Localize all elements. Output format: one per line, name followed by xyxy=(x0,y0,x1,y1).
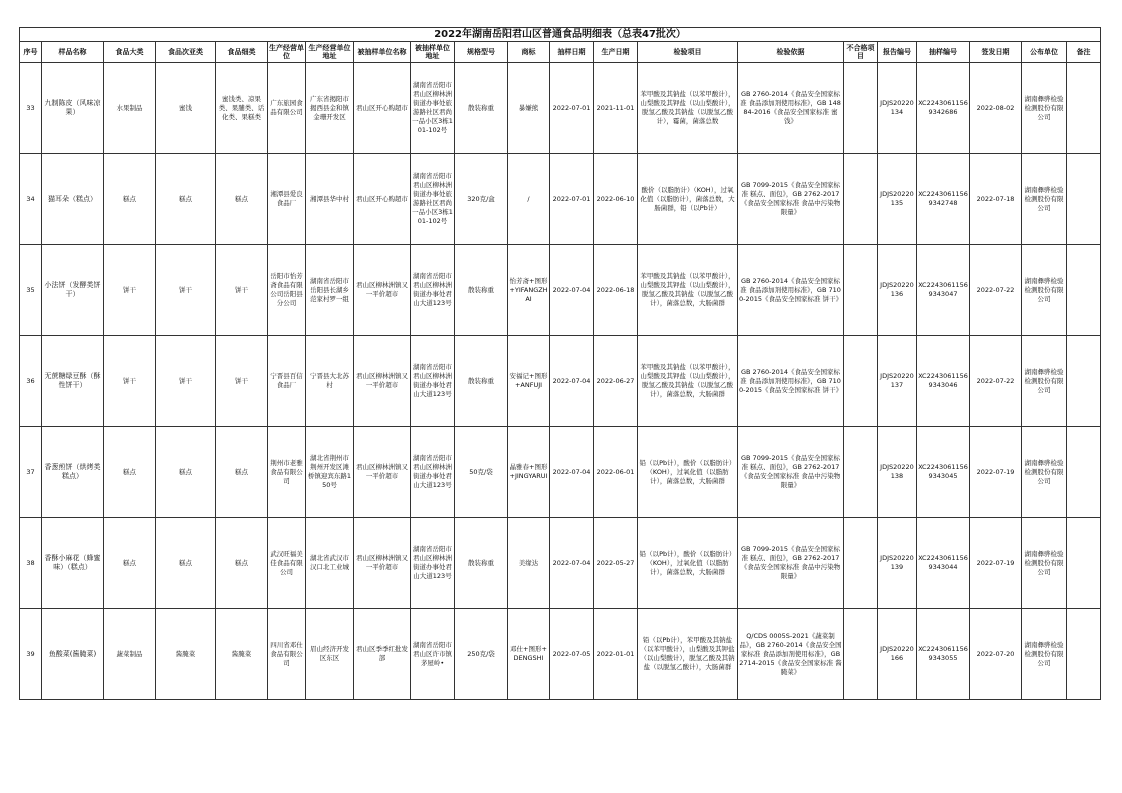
table-row xyxy=(20,427,1101,518)
table-cell: 苯甲酸及其钠盐（以苯甲酸计），山梨酸及其钾盐（以山梨酸计），脱氢乙酸及其钠盐（以脱氢乙酸计），霉菌，菌落总数 xyxy=(638,63,738,154)
table-cell: 2022-07-19 xyxy=(970,427,1022,518)
table-cell: 湖南省岳阳市君山区柳林洲街道办事处君山大道123号 xyxy=(411,427,455,518)
table-cell: 眉山经济开发区东区 xyxy=(306,609,354,700)
table-cell: 散装称重 xyxy=(455,518,508,609)
column-header: 生产经营单位地址 xyxy=(306,42,354,63)
table-cell: 2022-07-20 xyxy=(970,609,1022,700)
table-cell: 38 xyxy=(20,518,42,609)
table-cell: 酱腌菜 xyxy=(156,609,216,700)
table-cell: 九制陈皮（风味凉果） xyxy=(42,63,104,154)
table-cell: 湖南彝骅检验检测股份有限公司 xyxy=(1022,336,1067,427)
column-header: 商标 xyxy=(508,42,550,63)
table-cell: 散装称重 xyxy=(455,336,508,427)
table-cell: 2022-06-18 xyxy=(594,245,638,336)
table-cell: 苯甲酸及其钠盐（以苯甲酸计），山梨酸及其钾盐（以山梨酸计），脱氢乙酸及其钠盐（以脱氢乙酸计），菌落总数，大肠菌群 xyxy=(638,245,738,336)
table-cell: 糕点 xyxy=(216,518,268,609)
column-header: 抽样日期 xyxy=(550,42,594,63)
table-cell: 糕点 xyxy=(216,154,268,245)
table-cell: 君山区柳林洲镇又一平价超市 xyxy=(354,518,411,609)
table-cell xyxy=(844,154,878,245)
table-cell: 33 xyxy=(20,63,42,154)
table-cell: 湖南省岳阳市君山区柳林洲街道办事处君山大道123号 xyxy=(411,336,455,427)
column-header: 序号 xyxy=(20,42,42,63)
table-cell: 铅（以Pb计），苯甲酸及其钠盐（以苯甲酸计），山梨酸及其钾盐（以山梨酸计），脱氢乙酸及其钠盐（以脱氢乙酸计），大肠菌群 xyxy=(638,609,738,700)
table-cell: 250克/袋 xyxy=(455,609,508,700)
table-row xyxy=(20,245,1101,336)
table-cell: 湖南彝骅检验检测股份有限公司 xyxy=(1022,245,1067,336)
table-cell: 湖南彝骅检验检测股份有限公司 xyxy=(1022,609,1067,700)
table-cell: 湖南彝骅检验检测股份有限公司 xyxy=(1022,63,1067,154)
table-cell xyxy=(844,336,878,427)
table-cell: 鱼酸菜(酱腌菜) xyxy=(42,609,104,700)
table-cell: 蜜饯类、凉果类、果脯类、话化类、果糕类 xyxy=(216,63,268,154)
table-cell: 君山区柳林洲镇又一平价超市 xyxy=(354,336,411,427)
table-cell xyxy=(844,518,878,609)
table-cell: GB 7099-2015《食品安全国家标准 糕点、面包》，GB 2762-2017《食品安全国家标准 食品中污染物限量》 xyxy=(738,518,844,609)
table-cell: 铅（以Pb计），酸价（以脂肪计）（KOH），过氧化值（以脂肪计），菌落总数，大肠菌群 xyxy=(638,427,738,518)
table-cell: XC22430611569343046 xyxy=(917,336,970,427)
table-cell: 饼干 xyxy=(104,336,156,427)
table-cell: 湖南省岳阳市岳阳县长湖乡范家村罗一组 xyxy=(306,245,354,336)
column-header: 检验依据 xyxy=(738,42,844,63)
table-cell: 39 xyxy=(20,609,42,700)
table-cell: XC22430611569343045 xyxy=(917,427,970,518)
table-cell xyxy=(1067,518,1101,609)
column-header: 规格型号 xyxy=(455,42,508,63)
table-cell: 2022-05-27 xyxy=(594,518,638,609)
table-cell: XC22430611569342686 xyxy=(917,63,970,154)
table-cell: 2022-07-22 xyxy=(970,336,1022,427)
table-cell: JDJS20220134 xyxy=(878,63,917,154)
table-cell: 2022-07-18 xyxy=(970,154,1022,245)
table-cell: 君山区开心购超市 xyxy=(354,154,411,245)
table-cell: 四川省邓仕食品有限公司 xyxy=(268,609,306,700)
table-cell: 饼干 xyxy=(216,336,268,427)
table-row xyxy=(20,609,1101,700)
table-cell: 320克/盒 xyxy=(455,154,508,245)
table-cell: 湖北省武汉市汉口北工业城 xyxy=(306,518,354,609)
table-cell: 美缘达 xyxy=(508,518,550,609)
table-cell: 湖北省荆州市荆州开发区滩桥镇迎宾东路150号 xyxy=(306,427,354,518)
table-cell: 2022-01-01 xyxy=(594,609,638,700)
table-cell: 2022-08-02 xyxy=(970,63,1022,154)
table-cell: 水果制品 xyxy=(104,63,156,154)
table-cell: 35 xyxy=(20,245,42,336)
table-cell: 糕点 xyxy=(104,518,156,609)
table-cell: 湖南省岳阳市君山区柳林洲街道办事处君山大道123号 xyxy=(411,245,455,336)
table-cell: 湘潭县爱良食品厂 xyxy=(268,154,306,245)
table-cell: 2022-07-04 xyxy=(550,245,594,336)
table-cell: 君山区柳林洲镇又一平价超市 xyxy=(354,427,411,518)
table-cell: 湖南省岳阳市君山区柳林洲街道办事处旅游路社区君尚一品小区3栋101-102号 xyxy=(411,63,455,154)
table-cell: 2022-06-10 xyxy=(594,154,638,245)
table-cell xyxy=(1067,154,1101,245)
table-cell: 糕点 xyxy=(216,427,268,518)
table-cell: 2022-07-04 xyxy=(550,518,594,609)
column-header: 样品名称 xyxy=(42,42,104,63)
table-cell: 宁晋县百信食品厂 xyxy=(268,336,306,427)
table-cell: 饼干 xyxy=(216,245,268,336)
table-cell: 湖南彝骅检验检测股份有限公司 xyxy=(1022,427,1067,518)
table-cell: 君山区柳林洲镇又一平价超市 xyxy=(354,245,411,336)
table-cell: 2022-07-01 xyxy=(550,154,594,245)
table-cell: 武汉旺福美佳食品有限公司 xyxy=(268,518,306,609)
table-cell: Q/CDS 0005S-2021《蔬菜制品》，GB 2760-2014《食品安全国家标准 食品添加剂使用标准》，GB 2714-2015《食品安全国家标准 酱腌菜》 xyxy=(738,609,844,700)
table-cell: 酸价（以脂肪计）（KOH），过氧化值（以脂肪计），菌落总数，大肠菌群，铅（以Pb计） xyxy=(638,154,738,245)
table-cell: 猫耳朵（糕点） xyxy=(42,154,104,245)
table-cell: 饼干 xyxy=(156,336,216,427)
table-cell: / xyxy=(508,154,550,245)
table-cell: 岳阳市怡芳斋食品有限公司岳阳县分公司 xyxy=(268,245,306,336)
table-cell: 2021-11-01 xyxy=(594,63,638,154)
table-cell: JDJS20220135 xyxy=(878,154,917,245)
table-row xyxy=(20,63,1101,154)
column-header: 食品次亚类 xyxy=(156,42,216,63)
table-cell: XC22430611569343047 xyxy=(917,245,970,336)
column-header: 签发日期 xyxy=(970,42,1022,63)
table-cell: 2022-07-04 xyxy=(550,427,594,518)
table-cell: 2022-06-27 xyxy=(594,336,638,427)
column-header: 食品大类 xyxy=(104,42,156,63)
table-cell xyxy=(844,609,878,700)
column-header: 不合格项目 xyxy=(844,42,878,63)
table-cell: 蔬菜制品 xyxy=(104,609,156,700)
column-header: 备注 xyxy=(1067,42,1101,63)
table-cell: 广东省揭阳市揭西县金和镇金珊开发区 xyxy=(306,63,354,154)
table-cell: 君山区季季红批发部 xyxy=(354,609,411,700)
table-row xyxy=(20,336,1101,427)
table-cell: 糕点 xyxy=(104,154,156,245)
table-cell: 34 xyxy=(20,154,42,245)
table-cell: GB 7099-2015《食品安全国家标准 糕点、面包》，GB 2762-2017《食品安全国家标准 食品中污染物限量》 xyxy=(738,427,844,518)
table-cell: 饼干 xyxy=(156,245,216,336)
table-cell: 2022-07-22 xyxy=(970,245,1022,336)
detail-sheet xyxy=(19,27,1100,700)
table-cell: 2022-06-01 xyxy=(594,427,638,518)
table-cell: 酱腌菜 xyxy=(216,609,268,700)
table-cell: 糕点 xyxy=(156,427,216,518)
table-cell xyxy=(1067,245,1101,336)
table-cell: 宁晋县大北苏村 xyxy=(306,336,354,427)
table-cell: 湘潭县华中村 xyxy=(306,154,354,245)
table-cell: 37 xyxy=(20,427,42,518)
table-cell: 怡芳斋+图形+YIFANGZHAI xyxy=(508,245,550,336)
table-cell xyxy=(1067,609,1101,700)
table-cell: 暴嫌熊 xyxy=(508,63,550,154)
table-cell: GB 7099-2015《食品安全国家标准 糕点、面包》，GB 2762-2017《食品安全国家标准 食品中污染物限量》 xyxy=(738,154,844,245)
table-cell: 饼干 xyxy=(104,245,156,336)
table-cell: 荆州市老雅食品有限公司 xyxy=(268,427,306,518)
column-header: 被抽样单位地址 xyxy=(411,42,455,63)
column-header: 报告编号 xyxy=(878,42,917,63)
column-header: 公布单位 xyxy=(1022,42,1067,63)
table-cell: GB 2760-2014《食品安全国家标准 食品添加剂使用标准》，GB 14884-2016《食品安全国家标准 蜜饯》 xyxy=(738,63,844,154)
header-row xyxy=(20,42,1101,63)
table-cell: 2022-07-01 xyxy=(550,63,594,154)
table-body xyxy=(20,63,1101,700)
table-cell: 2022-07-04 xyxy=(550,336,594,427)
table-cell: 安福记+图形+ANFUJI xyxy=(508,336,550,427)
table-cell: 广东旅园食品有限公司 xyxy=(268,63,306,154)
table-cell: 湖南省岳阳市君山区许市镇茅屋岭• xyxy=(411,609,455,700)
table-row xyxy=(20,518,1101,609)
table-cell: 糕点 xyxy=(156,154,216,245)
table-cell: GB 2760-2014《食品安全国家标准 食品添加剂使用标准》，GB 7100-2015《食品安全国家标准 饼干》 xyxy=(738,336,844,427)
table-cell xyxy=(844,427,878,518)
table-cell: JDJS20220137 xyxy=(878,336,917,427)
table-title: 2022年湖南岳阳君山区普通食品明细表（总表47批次） xyxy=(20,28,1101,42)
table-cell: 36 xyxy=(20,336,42,427)
table-cell: JDJS20220138 xyxy=(878,427,917,518)
table-cell: JDJS20220166 xyxy=(878,609,917,700)
table-cell: 小法饼（发酵类饼干） xyxy=(42,245,104,336)
table-cell: JDJS20220139 xyxy=(878,518,917,609)
table-cell: 无蔗糖绿豆酥（酥性饼干） xyxy=(42,336,104,427)
table-cell xyxy=(1067,427,1101,518)
table-cell xyxy=(844,245,878,336)
column-header: 生产经营单位 xyxy=(268,42,306,63)
table-cell: 晶雅春+图形+JINGYARUI xyxy=(508,427,550,518)
column-header: 食品细类 xyxy=(216,42,268,63)
table-cell: 50克/袋 xyxy=(455,427,508,518)
table-cell: XC22430611569342748 xyxy=(917,154,970,245)
column-header: 被抽样单位名称 xyxy=(354,42,411,63)
table-row xyxy=(20,154,1101,245)
column-header: 检验项目 xyxy=(638,42,738,63)
table-cell: 2022-07-19 xyxy=(970,518,1022,609)
table-cell: JDJS20220136 xyxy=(878,245,917,336)
table-cell: GB 2760-2014《食品安全国家标准 食品添加剂使用标准》，GB 7100-2015《食品安全国家标准 饼干》 xyxy=(738,245,844,336)
table-cell: 湖南省岳阳市君山区柳林洲街道办事处君山大道123号 xyxy=(411,518,455,609)
table-cell: 香葱煎饼（烘烤类糕点） xyxy=(42,427,104,518)
table-cell: 糕点 xyxy=(104,427,156,518)
table-cell xyxy=(844,63,878,154)
table-cell: 蜜饯 xyxy=(156,63,216,154)
table-cell: 2022-07-05 xyxy=(550,609,594,700)
food-detail-table xyxy=(19,27,1101,700)
table-cell: XC22430611569343055 xyxy=(917,609,970,700)
table-cell: 铅（以Pb计），酸价（以脂肪计）（KOH），过氧化值（以脂肪计），菌落总数，大肠菌群 xyxy=(638,518,738,609)
table-cell: 散装称重 xyxy=(455,245,508,336)
column-header: 抽样编号 xyxy=(917,42,970,63)
table-cell xyxy=(1067,63,1101,154)
table-cell: 苯甲酸及其钠盐（以苯甲酸计），山梨酸及其钾盐（以山梨酸计），脱氢乙酸及其钠盐（以脱氢乙酸计），菌落总数，大肠菌群 xyxy=(638,336,738,427)
table-cell: 湖南省岳阳市君山区柳林洲街道办事处旅游路社区君尚一品小区3栋101-102号 xyxy=(411,154,455,245)
table-cell: 糕点 xyxy=(156,518,216,609)
table-cell xyxy=(1067,336,1101,427)
table-cell: 湖南彝骅检验检测股份有限公司 xyxy=(1022,518,1067,609)
table-cell: 邓仕+图形+DENGSHI xyxy=(508,609,550,700)
table-cell: 香酥小麻花（蜂蜜味）（糕点） xyxy=(42,518,104,609)
column-header: 生产日期 xyxy=(594,42,638,63)
table-cell: 君山区开心购超市 xyxy=(354,63,411,154)
table-cell: 湖南彝骅检验检测股份有限公司 xyxy=(1022,154,1067,245)
table-cell: XC22430611569343044 xyxy=(917,518,970,609)
table-cell: 散装称重 xyxy=(455,63,508,154)
